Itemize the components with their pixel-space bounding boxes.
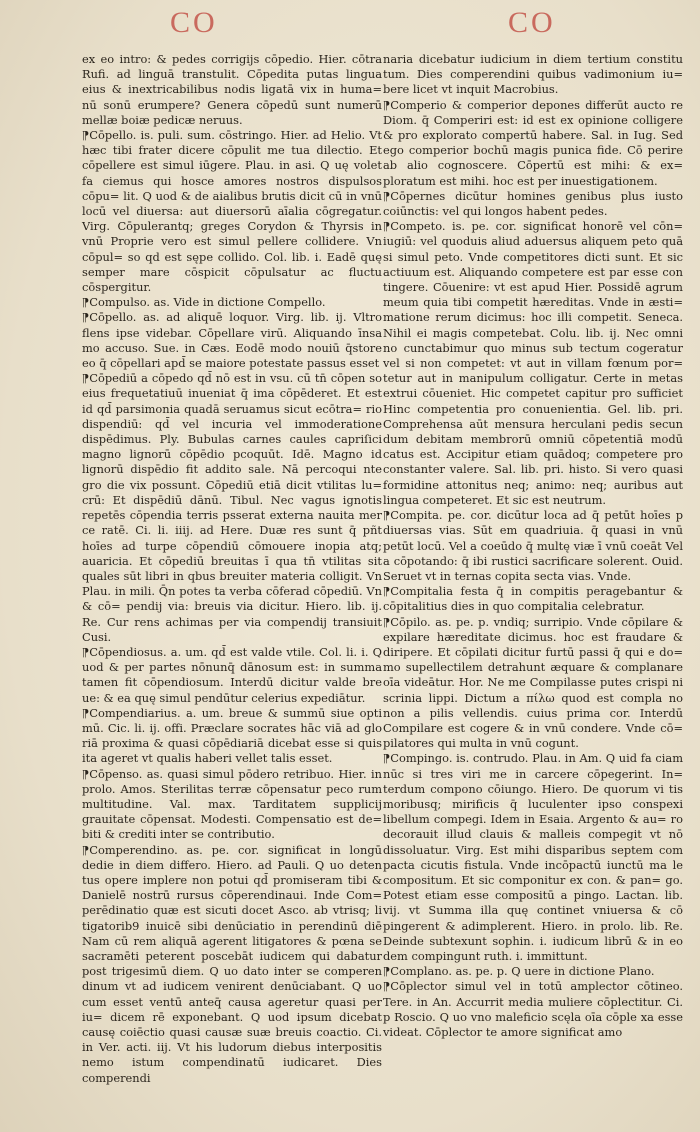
entry-paragraph: ⁋Cōpernes dicūtur homines genibus plus iusto coiūnctis: vel qui longos habent pedes. [383, 188, 683, 219]
entry-paragraph: ⁋Cōplector simul vel in totū amplector cōtineo. Tere. in An. Accurrit media muliere cōplectitur. Ci. p Roscio. Q uo vno maleficio scęla oīa cōple xa esse videat. Cōplector te amore significat amo [383, 979, 683, 1039]
entry-paragraph: ⁋Cōpilo. as. pe. p. vndiq; surripio. Vnde cōpilare & expilare hæreditate dicimus. hoc est fraudare & diripere. Et cōpilati dicitur furtū passi q̄ qui e do= mo supellectilem detrahunt æquare & complanare oīa videātur. Hor. Ne me Compilasse putes crispi ni scrinia lippi. Dictum a πίλω quod est compla no non a pilis vellendis. cuius prima cor. Interdū Compilare est cogere & in vnū condere. Vnde cō= pilatores qui multa in vnū cogunt. [383, 614, 683, 751]
entry-paragraph: ⁋Compulso. as. Vide in dictione Compello. [82, 295, 326, 310]
entry-paragraph: ⁋Comperendino. as. pe. cor. significat in longū dedie in diem differo. Hiero. ad Pauli. Q uo deten tus opere implere non potui qd̄ promiseram tibi & Danielē nostrū rursus cōperendinaui. Inde Com= perēdinatio quæ est sicuti docet Asco. ab vtrisq; li tigatorib9 inuicē sibi denūciatio in perendinū diē Nam cū rem aliquā agerent litigatores & pœna se sacramēti peterent poscebāt iudicem qui dabatur post trigesimū diem. Q uo dato inter se comperen dinum vt ad iudicem venirent denūciabant. Q uo cum esset ventū anteq̄ causa ageretur quasi per iu= dicem rē exponebant. Q uod ipsum dicebat causę coiēctio quasi causæ suæ breuis coactio. Ci. in Ver. acti. iij. Vt his ludorum diebus interpositis nemo istum compendinatū iudicaret. Dies comperendi [82, 842, 382, 1085]
headword-left: CO [170, 6, 218, 39]
entry-paragraph: ⁋Cōpediū a cōpedo qd̄ nō est in vsu. cū tn̄ cōpen so eius frequetatiuū inueniat q̄ ima cōpēderet. Et est id qd̄ parsimonia quadā seruamus sicut ecōtra= rio dispendiū: qd̄ vel incuria vel immoderatione dispēdimus. Ply. Bubulas carnes caules capriſici magno lignorū cōpēdio pcoquūt. Idē. Magno id lignorū dispēdio fit addito sale. Nā percoqui nte gro die vix possunt. Cōpediū etiā dicit vtilitas lu= crū: Et dispēdiū dānū. Tibul. Nec vagus ignotis repetēs cōpendia terris psserat externa nauita mer ce ratē. Ci. li. iiij. ad Here. Duæ res sunt q̄ pñt hoīes ad turpe cōpendiū cōmouere inopia atq; auaricia. Et cōpediū breuitas ī qua tn̄ vtilitas sit quales sūt libri in qbus breuiter materia colligit. Vn Plau. in mili. Q̄n potes ta verba cōferad cōpediū. Vn & cō= pendij via: breuis via dicitur. Hiero. lib. ij. Re. Cur rens achimas per via compendij transiuit Cusi. [82, 371, 382, 644]
entry-paragraph: naria dicebatur iudicium in diem tertium constitu tum. Dies comperendini quibus vadimonium iu= bere licet vt inquit Macrobius. [383, 52, 683, 97]
entry-paragraph: ⁋Compitalia festa q̄ in compitis peragebantur & cōpitalitius dies in quo compitalia celebratur. [383, 584, 683, 614]
text-column-left [82, 52, 382, 1086]
entry-paragraph: ⁋Competo. is. pe. cor. significat honorē vel cōn= iugiū: vel quoduis aliud aduersus aliquem peto quā si simul peto. Vnde competitores dicti sunt. Et sic actiuum est. Aliquando competere est par esse con tingere. Cōuenire: vt est apud Hier. Possidē agrum meum quia tibi competit hæreditas. Vnde in æsti= matione rerum dicimus: hoc illi competit. Seneca. Nihil ei magis competebat. Colu. lib. ij. Nec omni no cunctabimur quo minus sub tectum cogeratur vel si non competet: vt aut in villam fœnum por= tetur aut in manipulum colligatur. Certe in metas extrui cōueniet. Hic competet capitur pro sufficiet Hinc competentia pro conuenientia. Gel. lib. pri. Comprehensa aūt mensura herculani pedis secun dum debitam membrorū omniū cōpetentiā modū catus est. Accipitur etiam quādoq; competere pro constanter valere. Sal. lib. pri. histo. Si vero quasi formidine attonitus neq; animo: neq; auribus aut lingua competeret. Et sic est neutrum. [383, 219, 683, 507]
entry-paragraph: ⁋Comperio & comperior depones differūt aucto re Diom. q̄ Comperiri est: id est ex opinione colligere & pro explorato compertū habere. Sal. in Iug. Sed ego comperior bochū magis punica fide. Cō perire ab alio cognoscere. Cōpertū est mihi: & ex= ploratum est mihi. hoc est per inuestigationem. [383, 97, 683, 188]
text-column-right [383, 52, 683, 1040]
entry-paragraph: ⁋Compita. pe. cor. dicūtur loca ad q̄ petūt hoīes p diuersas vias. Sūt em quadriuia. q̄ quasi in vnū petūt locū. Vel a coeūdo q̄ multę viæ ī vnū coeāt Vel a cōpotando: q̄ ibi rustici sacrificare solerent. Ouid. Seruet vt in ternas copita secta vias. Vnde. [383, 508, 683, 583]
entry-paragraph: ⁋Compingo. is. contrudo. Plau. in Am. Q uid fa ciam nūc si tres viri me in carcere cōpegerint. In= terdum compono cōiungo. Hiero. De quorum vi tis moribusq; mirificis q̄ luculenter ipso conspexi libellum compegi. Idem in Esaia. Argento & au= ro decorauit illud clauis & malleis compegit vt nō dissoluatur. Virg. Est mihi disparibus septem com pacta cicutis fistula. Vnde incōpactū iunctū ma le compositum. Et sic componitur ex con. & pan= go. Potest etiam esse compositū a pingo. Lactan. lib. vij. vt Summa illa quę continet vniuersa & cō pingerent & adimplerent. Hiero. in prolo. lib. Re. Deinde subtexunt sophin. i. iudicum librū & in eo dem compingunt ruth. i. immittunt. [383, 751, 683, 963]
entry-paragraph: ⁋Cōpendiosus. a. um. qd̄ est valde vtile. Col. li. i. Q uod & per partes nōnunq̄ dānosum est: in summa tamen fit cōpendiosum. Interdū dicitur valde bre ue: & ea quę simul pendūtur celerius expediātur. [82, 644, 382, 705]
entry-paragraph: ⁋Cōpello. as. ad aliquē loquor. Virg. lib. ij. Vltro flens ipse videbar. Cōpellare virū. Aliquando īnsa mo accuso. Sue. in Cæs. Eodē modo nouiū q̄store eo q̄ cōpellari apd̄ se maiore potestate passus esset [82, 310, 382, 371]
headword-right: CO [508, 6, 556, 39]
entry-paragraph: ⁋Cōpello. is. puli. sum. cōstringo. Hier. ad Helio. Vt hæc tibi frater dicere cōpulit me tua dilectio. Et cōpellere est simul iūgere. Plau. in asi. Q uę volet fa ciemus qui hosce amores nostros dispulsos cōpu= lit. Q uod & de aialibus brutis dicit cū in vnū locū vel diuersa: aut diuersorū aīalia cōgregatur. Virg. Cōpulerantq; greges Corydon & Thyrsis in vnū Proprie vero est simul pellere collidere. Vn cōpul= so qd est sępe collido. Col. lib. i. Eadē quę semper mare cōspicit cōpulsatur ac fluctu cōspergitur. [82, 128, 382, 295]
entry-paragraph: ⁋Complano. as. pe. p. Q uere in dictione Plano. [383, 964, 655, 979]
entry-paragraph: ⁋Compendiarius. a. um. breue & summū siue opti mū. Cic. li. ij. offi. Præclare socrates hāc viā ad glo riā proxima & quasi cōpēdiariā dicebat esse si quis ita ageret vt qualis haberi vellet talis esset. [82, 705, 382, 766]
entry-paragraph: ⁋Cōpenso. as. quasi simul pōdero retribuo. Hier. in prolo. Amos. Sterilitas terræ cōpensatur peco rum multitudine. Val. max. Tarditatem supplicij grauitate cōpensat. Modesti. Compensatio est de= biti & crediti inter se contributio. [82, 766, 382, 842]
entry-paragraph: ex eo intro: & pedes corrigijs cōpedio. Hier. cōtra Rufi. ad linguā transtulit. Cōpedita putas lingua eius & inextricabilibus nodis ligatā vix in huma= nū sonū erumpere? Genera cōpedū sunt numerū mellæ boiæ pedicæ neruus. [82, 52, 382, 127]
